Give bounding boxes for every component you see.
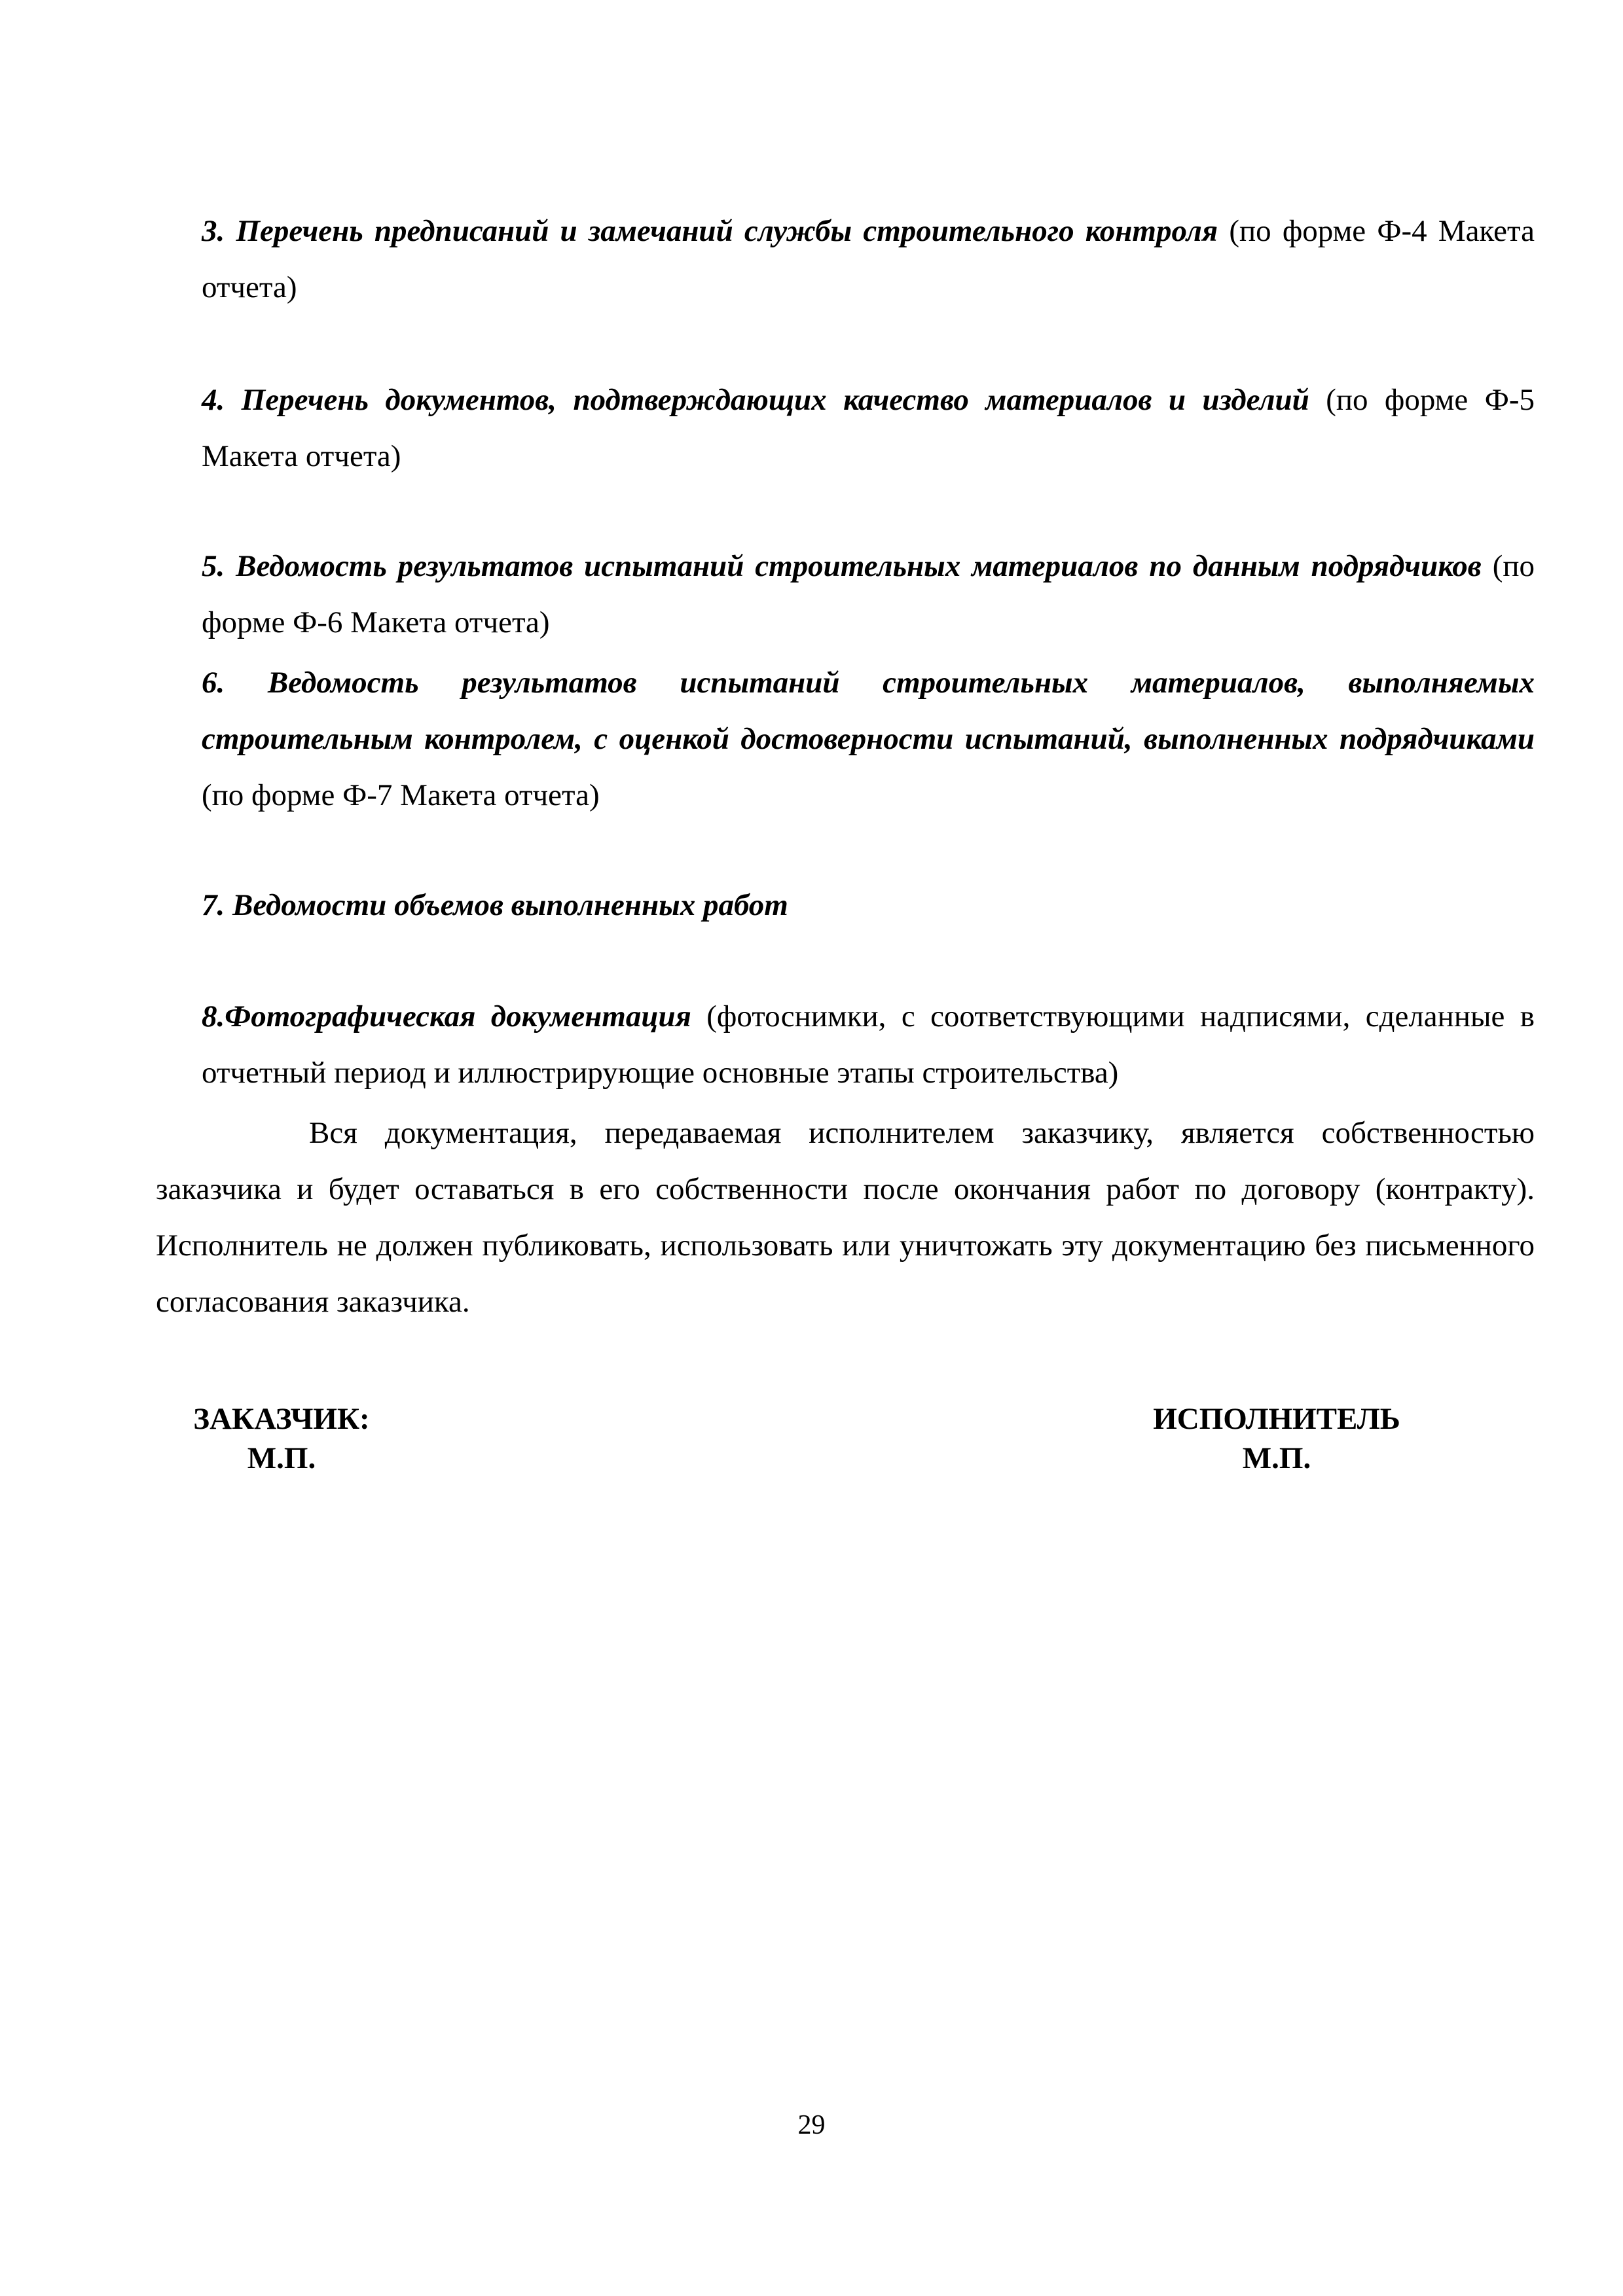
report-item-heading: 4. Перечень документов, подтверждающих качество материалов и изделий — [202, 383, 1309, 417]
ownership-paragraph: Вся документация, передаваемая исполнителем заказчику, является собственностью заказчика и будет оставаться в его собственности после окончания работ по договору (контракту). Исполнитель не должен публиковать, использовать или уничтожать эту документацию без письменного согласования заказчика. — [156, 1116, 1535, 1319]
report-item-note: (по форме Ф-5 Макета отчета) — [202, 383, 1535, 473]
report-item-8 — [202, 988, 1535, 1101]
report-item-6 — [202, 655, 1535, 823]
report-item-4 — [202, 372, 1535, 484]
report-item-heading: 3. Перечень предписаний и замечаний службы строительного контроля — [202, 214, 1218, 248]
report-item-note: (по форме Ф-6 Макета отчета) — [202, 549, 1535, 639]
report-item-7 — [202, 877, 1535, 933]
report-item-note: (по форме Ф-4 Макета отчета) — [202, 214, 1535, 304]
report-item-heading: 8.Фотографическая документация — [202, 999, 691, 1033]
customer-stamp-label: М.П. — [247, 1441, 316, 1475]
report-item-heading: 6. Ведомость результатов испытаний строительных материалов, выполняемых строительным контролем, с оценкой достоверности испытаний, выполненных подрядчиками — [202, 666, 1535, 756]
report-item-heading: 7. Ведомости объемов выполненных работ — [202, 888, 788, 922]
report-item-heading: 5. Ведомость результатов испытаний строительных материалов по данным подрядчиков — [202, 549, 1482, 583]
contractor-stamp-label: М.П. — [1242, 1441, 1311, 1475]
report-item-note: (фотоснимки, с соответствующими надписями, сделанные в отчетный период и иллюстрирующие основные этапы строительства) — [202, 999, 1535, 1090]
report-item-note: (по форме Ф-7 Макета отчета) — [202, 778, 600, 812]
customer-signature-block — [177, 1399, 386, 1478]
contractor-signature-block — [1133, 1399, 1421, 1478]
page-number: 29 — [797, 2110, 826, 2140]
report-item-3 — [202, 203, 1535, 315]
report-item-5 — [202, 538, 1535, 651]
customer-title: ЗАКАЗЧИК: — [193, 1402, 370, 1436]
contractor-title: ИСПОЛНИТЕЛЬ — [1153, 1402, 1400, 1436]
